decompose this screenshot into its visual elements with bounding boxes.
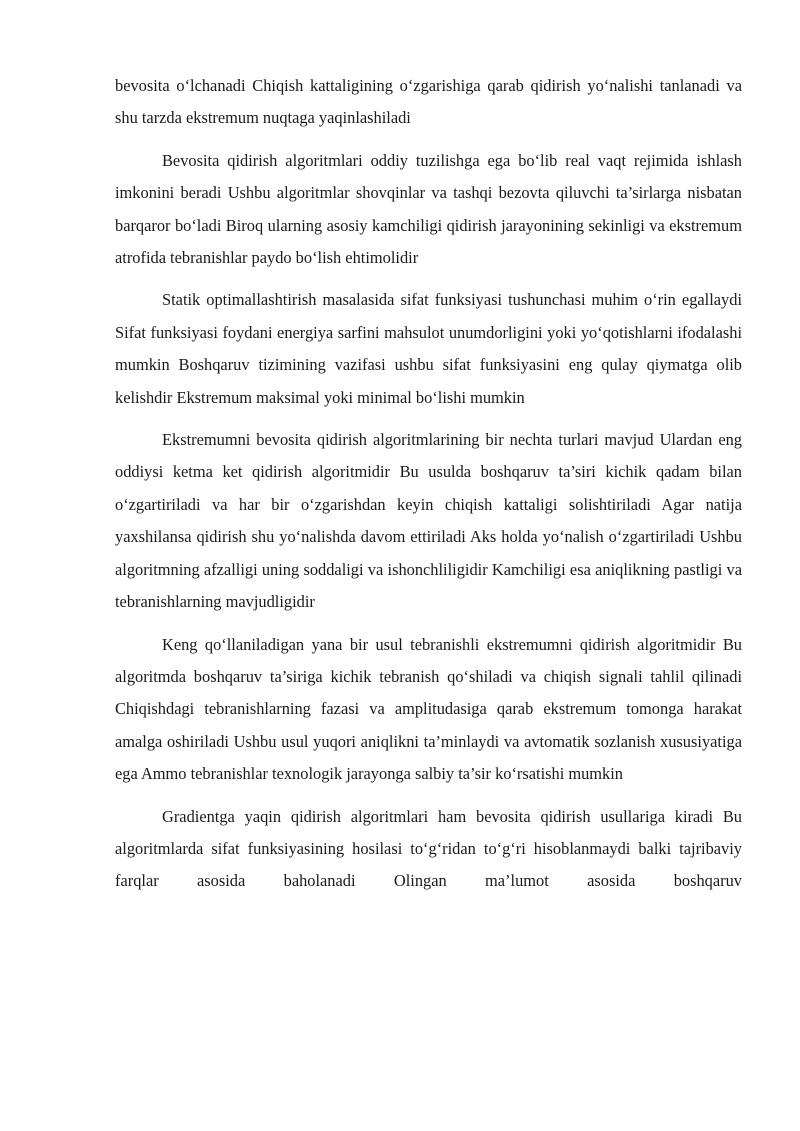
paragraph-gradient-search: Gradientga yaqin qidirish algoritmlari ham bevosita qidirish usullariga kiradi Bu algoritmlarda sifat funksiyasining hosilasi to‘g‘ridan to‘g‘ri hisoblanmaydi balki tajribaviy farqlar asosida baholanadi Olingan ma’lumot asosida boshqaruv [115,806,742,891]
document-page [115,70,742,908]
paragraph-direct-search-properties: Bevosita qidirish algoritmlari oddiy tuzilishga ega bo‘lib real vaqt rejimida ishlash imkonini beradi Ushbu algoritmlar shovqinlar va tashqi bezovta qiluvchi ta’sirlarga nisbatan barqaror bo‘ladi Biroq ularning asosiy kamchiligi qidirish jarayonining sekinligi va ekstremum atrofida tebranishlar paydo bo‘lish ehtimolidir [115,150,742,268]
paragraph-continuation: bevosita o‘lchanadi Chiqish kattaligining o‘zgarishiga qarab qidirish yo‘nalishi tanlanadi va shu tarzda ekstremum nuqtaga yaqinlashiladi [115,76,742,128]
paragraph-quality-function: Statik optimallashtirish masalasida sifat funksiyasi tushunchasi muhim o‘rin egallaydi Sifat funksiyasi foydani energiya sarfini mahsulot unumdorligini yoki yo‘qotishlarni ifodalashi mumkin Boshqaruv tizimining vazifasi ushbu sifat funksiyasini eng qulay qiymatga olib kelishdir Ekstremum maksimal yoki minimal bo‘lishi mumkin [115,290,742,407]
paragraph-sequential-search: Ekstremumni bevosita qidirish algoritmlarining bir nechta turlari mavjud Ulardan eng oddiysi ketma ket qidirish algoritmidir Bu usulda boshqaruv ta’siri kichik qadam bilan o‘zgartiriladi va har bir o‘zgarishdan keyin chiqish kattaligi solishtiriladi Agar natija yaxshilansa qidirish shu yo‘nalishda davom ettiriladi Aks holda yo‘nalish o‘zgartiriladi Ushbu algoritmning afzalligi uning soddaligi va ishonchliligidir Kamchiligi esa aniqlikning pastligi va tebranishlarning mavjudligidir [115,430,742,612]
paragraph-oscillation-search: Keng qo‘llaniladigan yana bir usul tebranishli ekstremumni qidirish algoritmidir Bu algoritmda boshqaruv ta’siriga kichik tebranish qo‘shiladi va chiqish signali tahlil qilinadi Chiqishdagi tebranishlarning fazasi va amplitudasiga qarab ekstremum tomonga harakat amalga oshiriladi Ushbu usul yuqori aniqlikni ta’minlaydi va avtomatik sozlanish xususiyatiga ega Ammo tebranishlar texnologik jarayonga salbiy ta’sir ko‘rsatishi mumkin [115,634,742,784]
